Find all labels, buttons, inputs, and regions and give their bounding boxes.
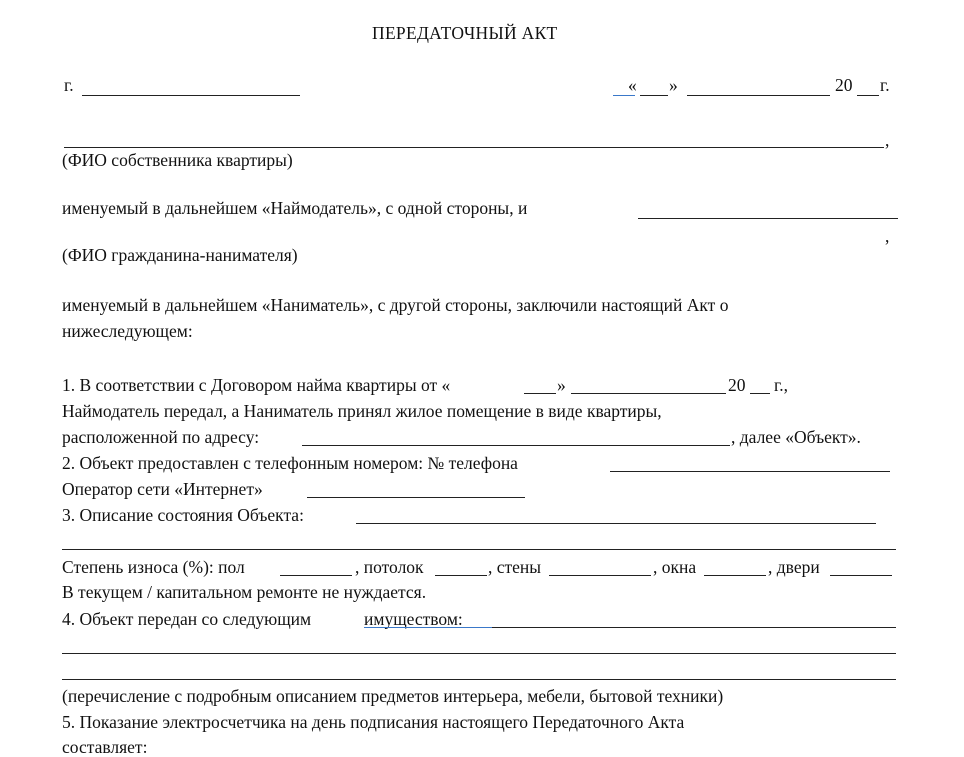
- p2-phone-label: 2. Объект предоставлен с телефонным номером: № телефона: [62, 453, 518, 473]
- p1-year-prefix: 20: [728, 375, 746, 395]
- wear-doors-label: , двери: [768, 557, 820, 577]
- owner-name-blank: [64, 147, 884, 148]
- document-title: ПЕРЕДАТОЧНЫЙ АКТ: [372, 23, 558, 43]
- p4-label: 4. Объект передан со следующим: [62, 609, 312, 629]
- condition-blank: [356, 523, 876, 524]
- p1-year-blank: [750, 393, 770, 394]
- property-blank-2: [62, 653, 896, 654]
- internet-blank: [307, 497, 525, 498]
- city-blank: [82, 95, 300, 96]
- p1-day-blank: [524, 393, 556, 394]
- tenant-name-blank: [638, 218, 898, 219]
- p2-internet-label: Оператор сети «Интернет»: [62, 479, 263, 499]
- repair-text: В текущем / капитальном ремонте не нуждается.: [62, 582, 427, 602]
- month-blank: [687, 95, 830, 96]
- wear-doors-blank: [830, 575, 892, 576]
- p1-text-a: 1. В соответствии с Договором найма квартиры от «: [62, 375, 451, 395]
- property-word-underline: [364, 627, 492, 628]
- wear-ceiling-label: , потолок: [355, 557, 424, 577]
- p1-line2: Наймодатель передал, а Наниматель принял жилое помещение в виде квартиры,: [62, 401, 662, 421]
- wear-walls-blank: [549, 575, 651, 576]
- tenant-text-line1: именуемый в дальнейшем «Наниматель», с другой стороны, заключили настоящий Акт о: [62, 295, 729, 315]
- p4-caption: (перечисление с подробным описанием предметов интерьера, мебели, бытовой техники): [62, 686, 724, 706]
- year-prefix: 20: [835, 75, 853, 95]
- landlord-text: именуемый в дальнейшем «Наймодатель», с одной стороны, и: [62, 198, 528, 218]
- p1-month-blank: [571, 393, 726, 394]
- owner-comma: ,: [885, 130, 890, 150]
- year-suffix: г.: [880, 75, 890, 95]
- day-blank-underline: [613, 95, 635, 96]
- wear-floor-label: Степень износа (%): пол: [62, 557, 245, 577]
- condition-blank-2: [62, 549, 896, 550]
- p1-address-label: расположенной по адресу:: [62, 427, 260, 447]
- tenant-text-line2: нижеследующем:: [62, 321, 193, 341]
- year-blank: [857, 95, 879, 96]
- wear-walls-label: , стены: [488, 557, 542, 577]
- p3-label: 3. Описание состояния Объекта:: [62, 505, 304, 525]
- p1-object-text: , далее «Объект».: [731, 427, 861, 447]
- p1-year-suffix: г.,: [774, 375, 788, 395]
- wear-floor-blank: [280, 575, 352, 576]
- owner-caption: (ФИО собственника квартиры): [62, 150, 293, 170]
- day-blank: [640, 95, 668, 96]
- property-blank-3: [62, 679, 896, 680]
- p5-line2: составляет:: [62, 737, 148, 757]
- p4-property-word: имуществом:: [364, 609, 463, 629]
- wear-windows-blank: [704, 575, 766, 576]
- date-open-quote: «: [628, 75, 637, 95]
- wear-ceiling-blank: [435, 575, 487, 576]
- city-label: г.: [64, 75, 74, 95]
- tenant-comma: ,: [885, 226, 890, 246]
- tenant-caption: (ФИО гражданина-нанимателя): [62, 245, 298, 265]
- wear-windows-label: , окна: [653, 557, 697, 577]
- p1-text-b: »: [557, 375, 566, 395]
- phone-blank: [610, 471, 890, 472]
- date-close-quote: »: [669, 75, 678, 95]
- address-blank: [302, 445, 730, 446]
- p5-line1: 5. Показание электросчетчика на день подписания настоящего Передаточного Акта: [62, 712, 685, 732]
- property-blank: [492, 627, 896, 628]
